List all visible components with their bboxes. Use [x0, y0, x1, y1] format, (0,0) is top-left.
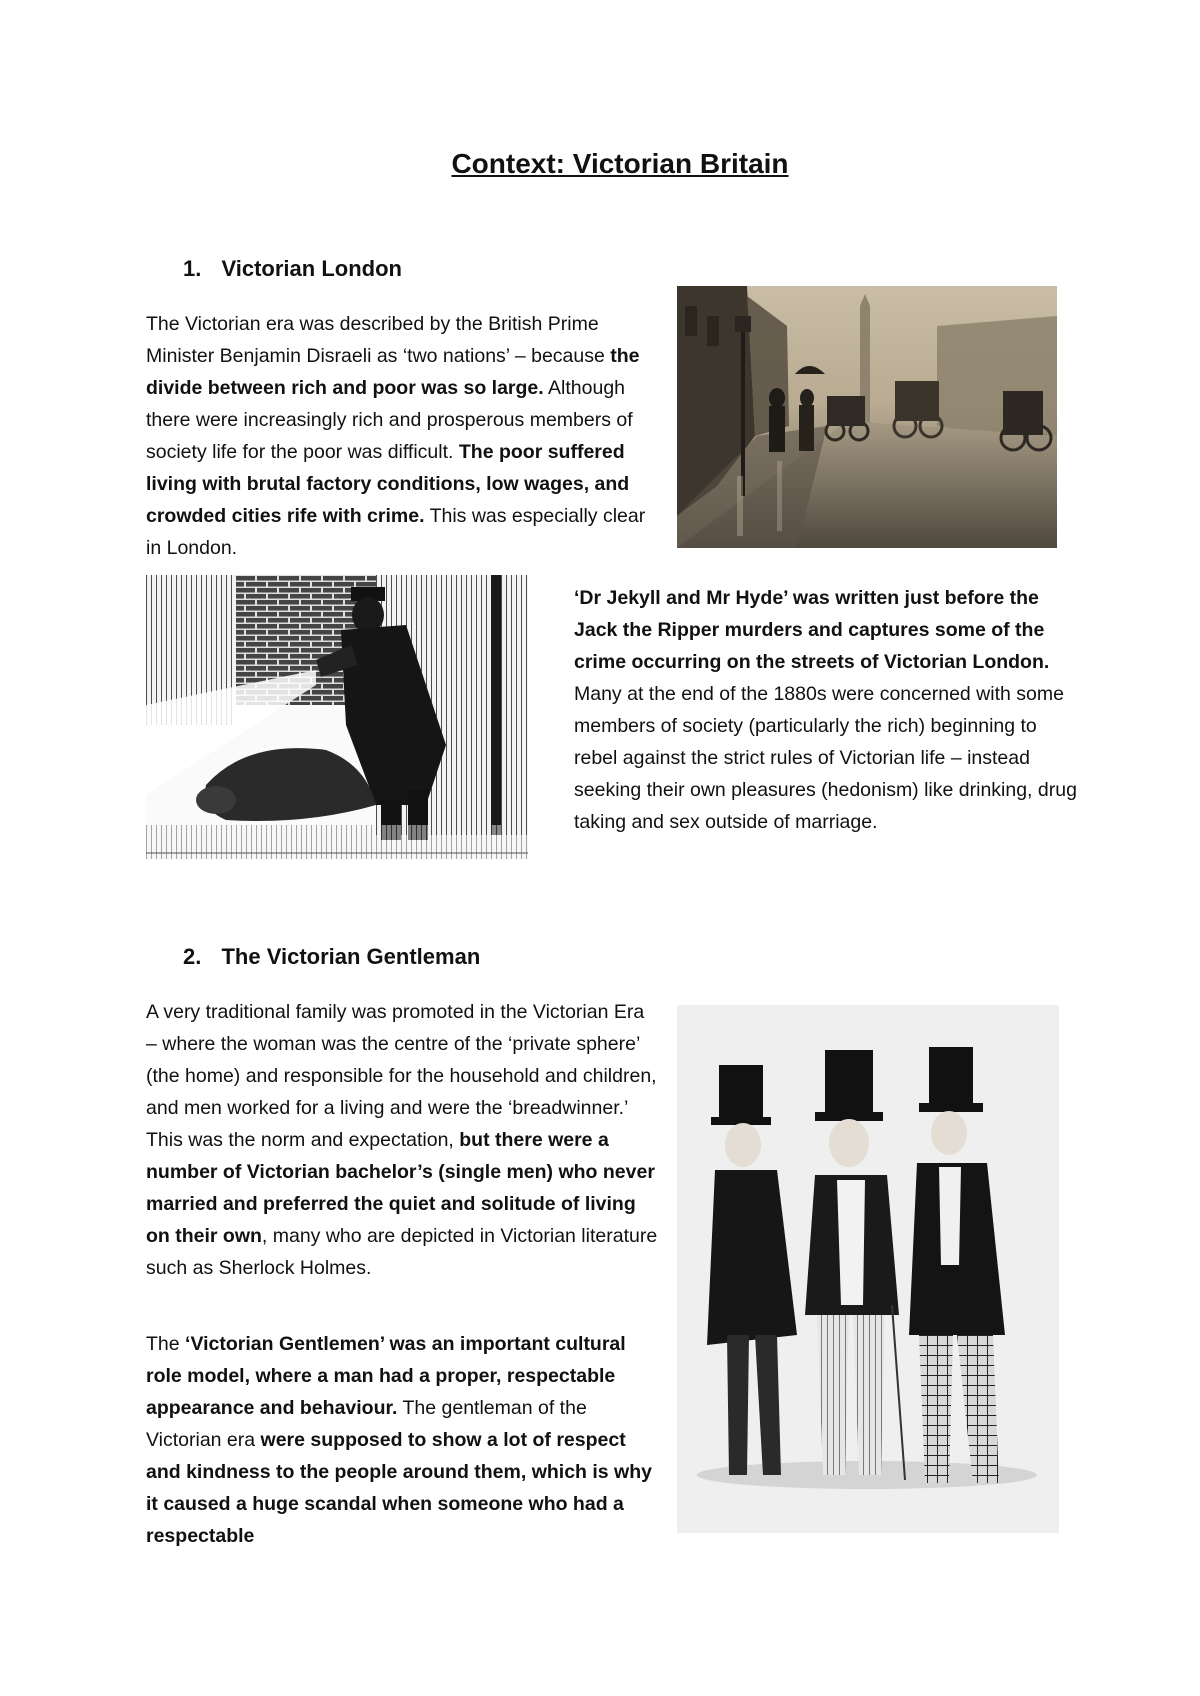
s2p2-run-3: The gentleman of the Victorian era — [146, 1397, 587, 1451]
s1p1-run-4: The poor suffered living with brutal factory conditions, low wages, and crowded cities rife with crime. — [146, 441, 630, 527]
section-2-paragraph-1 — [146, 996, 660, 1284]
section-1-heading — [183, 256, 402, 282]
page-title: Context: Victorian Britain — [451, 148, 789, 179]
s2p1-run-1: A very traditional family was promoted in the Victorian Era – where the woman was the centre of the ‘private sphere’ (the home) and responsible for the household and children, and men worked for a living and were the ‘breadwinner.’ This was the norm and expectation, — [146, 1001, 657, 1151]
victorian-gentlemen-illustration — [677, 1005, 1059, 1533]
s2p2-run-2: ‘Victorian Gentlemen’ was an important cultural role model, where a man had a proper, respectable appearance and behaviour. — [146, 1333, 626, 1419]
s2p2-run-1: The — [146, 1333, 186, 1355]
section-1-paragraph-2 — [574, 582, 1080, 838]
s1p2-run-2: Many at the end of the 1880s were concerned with some members of society (particularly the rich) beginning to rebel against the strict rules of Victorian life – instead seeking their own pleasures (hedonism) like drinking, drug taking and sex outside of marriage. — [574, 683, 1077, 833]
s2p1-run-2: but there were a number of Victorian bachelor’s (single men) who never married and preferred the quiet and solitude of living on their own — [146, 1129, 655, 1247]
section-2-paragraph-2 — [146, 1328, 660, 1552]
s2p1-run-3: , many who are depicted in Victorian literature such as Sherlock Holmes. — [146, 1225, 658, 1279]
jack-the-ripper-engraving — [146, 575, 528, 859]
section-1-number: 1. — [183, 256, 202, 281]
s1p1-run-5: This was especially clear in London. — [146, 505, 646, 559]
section-2-title: The Victorian Gentleman — [221, 944, 481, 969]
s1p1-run-1: The Victorian era was described by the British Prime Minister Benjamin Disraeli as ‘two nations’ – because — [146, 313, 611, 367]
section-1-paragraph-1 — [146, 308, 664, 564]
s1p1-run-2: the divide between rich and poor was so large. — [146, 345, 640, 399]
s1p1-run-3: Although there were increasingly rich and prosperous members of society life for the poor was difficult. — [146, 377, 633, 463]
victorian-street-photo — [677, 286, 1057, 548]
s2p2-run-4: were supposed to show a lot of respect and kindness to the people around them, which is why it caused a huge scandal when someone who had a respectable — [146, 1429, 652, 1547]
section-2-number: 2. — [183, 944, 202, 969]
section-1-title: Victorian London — [221, 256, 402, 281]
s1p2-run-1: ‘Dr Jekyll and Mr Hyde’ was written just before the Jack the Ripper murders and captures some of the crime occurring on the streets of Victorian London. — [574, 587, 1050, 673]
section-2-heading — [183, 944, 480, 970]
